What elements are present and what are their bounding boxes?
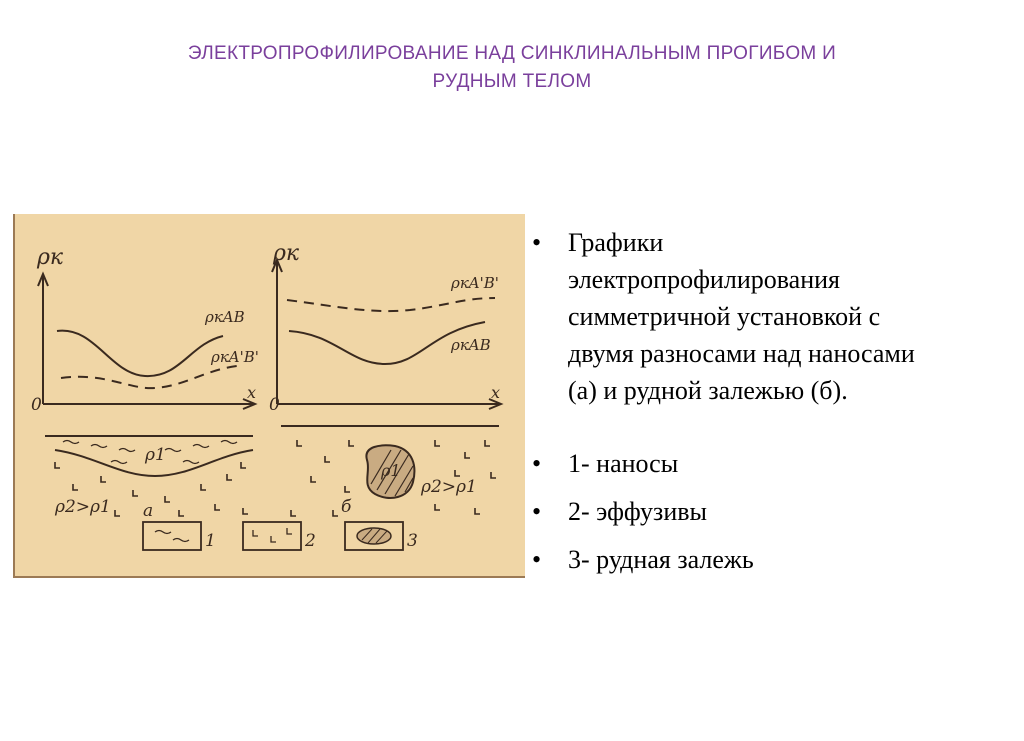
bullet-legend-1: • 1- наносы xyxy=(528,445,928,482)
electroprofiling-figure xyxy=(13,214,525,578)
panel-b-ab-label: ρкAB xyxy=(451,336,491,354)
panel-b-curve-a1b1 xyxy=(287,298,495,311)
panel-a-curve-a1b1 xyxy=(61,366,237,388)
panel-a-a1b1-label: ρкA'B' xyxy=(211,348,259,366)
title-line-2: РУДНЫМ ТЕЛОМ xyxy=(432,71,592,92)
title-line-1: ЭЛЕКТРОПРОФИЛИРОВАНИЕ НАД СИНКЛИНАЛЬНЫМ ПРОГИБОМ И xyxy=(187,43,837,64)
bullet-legend-2: • 2- эффузивы xyxy=(528,493,928,530)
panel-a-curve-ab xyxy=(57,331,223,376)
panel-b-x-label: x xyxy=(491,383,501,402)
panel-b-y-label: ρк xyxy=(273,241,300,266)
bullet-list xyxy=(528,224,928,589)
panel-b-relation: ρ2>ρ1 xyxy=(421,477,477,497)
legend-label-3: 3 xyxy=(407,531,418,551)
bullet-legend-3: • 3- рудная залежь xyxy=(528,541,928,578)
panel-a-relation: ρ2>ρ1 xyxy=(55,497,111,517)
legend-label-2: 2 xyxy=(305,531,316,551)
bullet-description: • Графики электропрофилирования симметричной установкой с двумя разносами над наносами (а) и рудной залежью (б). xyxy=(528,224,928,409)
panel-b-a1b1-label: ρкA'B' xyxy=(451,274,499,292)
panel-a-caption: а xyxy=(143,501,154,521)
slide-title xyxy=(80,40,944,96)
legend-box-1 xyxy=(143,522,201,550)
figure-drawing xyxy=(15,214,527,578)
panel-b-origin: 0 xyxy=(269,395,280,415)
legend-box-2 xyxy=(243,522,301,550)
panel-a-y-label: ρк xyxy=(37,245,64,270)
panel-a-origin: 0 xyxy=(31,395,42,415)
panel-b-caption: б xyxy=(341,497,352,517)
panel-b-body-label: ρ1 xyxy=(381,461,401,480)
panel-a-ab-label: ρкAB xyxy=(205,308,245,326)
panel-a-x-label: x xyxy=(247,383,257,402)
panel-a-medium-label: ρ1 xyxy=(145,445,166,465)
legend-label-1: 1 xyxy=(205,531,216,551)
